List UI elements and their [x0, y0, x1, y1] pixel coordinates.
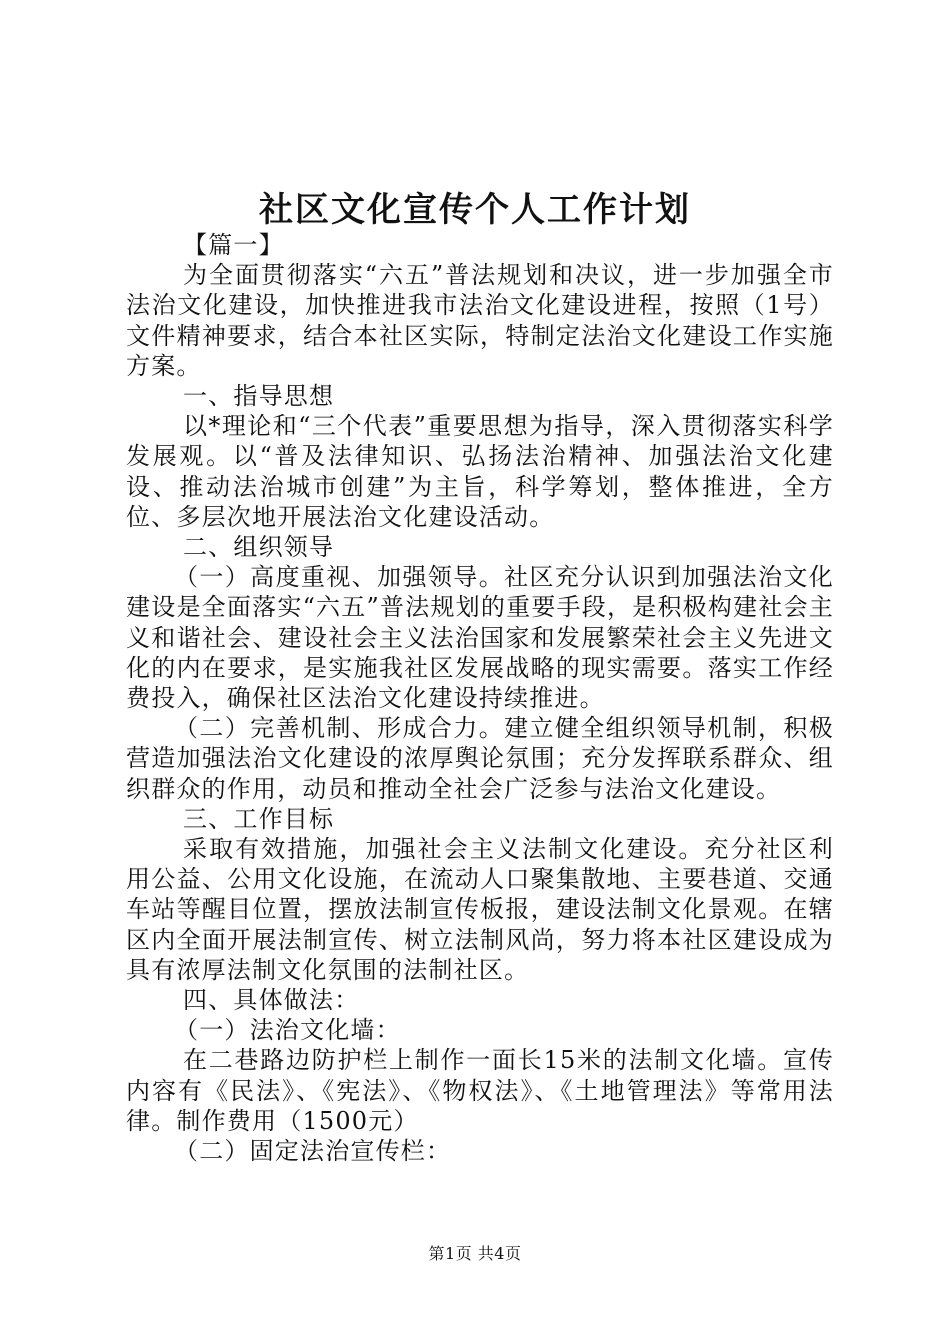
heading-work-goals: 三、工作目标	[183, 804, 335, 833]
heading-guiding-ideology: 一、指导思想	[183, 382, 335, 411]
leadership-paragraph-1: （一）高度重视、加强领导。社区充分认识到加强法治文化建设是全面落实“六五”普法规划的重要手段，是积极构建社会主义和谐社会、建设社会主义法治国家和发展繁荣社会主义先进文化的内在要求，是实施我社区发展战略的现实需要。落实工作经费投入，确保社区法治文化建设持续推进。	[126, 563, 834, 713]
guiding-ideology-paragraph: 以*理论和“三个代表”重要思想为指导，深入贯彻落实科学发展观。以“普及法律知识、弘扬法治精神、加强法治文化建设、推动法治城市创建”为主旨，科学筹划，整体推进，全方位、多层次地开展法治文化建设活动。	[126, 412, 834, 531]
culture-wall-paragraph: 在二巷路边防护栏上制作一面长15米的法制文化墙。宣传内容有《民法》、《宪法》、《物权法》、《土地管理法》等常用法律。制作费用（1500元）	[126, 1046, 834, 1135]
subheading-culture-wall: （一）法治文化墙：	[174, 1016, 401, 1045]
leadership-paragraph-2: （二）完善机制、形成合力。建立健全组织领导机制，积极营造加强法治文化建设的浓厚舆论氛围；充分发挥联系群众、组织群众的作用，动员和推动全社会广泛参与法治文化建设。	[126, 714, 834, 803]
document-body	[126, 230, 834, 1166]
subheading-bulletin-board: （二）固定法治宣传栏：	[174, 1137, 452, 1166]
heading-organization-leadership: 二、组织领导	[183, 533, 335, 562]
section-marker: 【篇一】	[183, 231, 284, 259]
work-goals-paragraph: 采取有效措施，加强社会主义法制文化建设。充分社区利用公益、公用文化设施，在流动人口聚集散地、主要巷道、交通车站等醒目位置，摆放法制宣传板报，建设法制文化景观。在辖区内全面开展法制宣传、树立法制风尚，努力将本社区建设成为具有浓厚法制文化氛围的法制社区。	[126, 835, 834, 984]
page-footer: 第1页 共4页	[428, 1244, 522, 1263]
heading-specific-methods: 四、具体做法：	[183, 986, 360, 1015]
document-title: 社区文化宣传个人工作计划	[259, 190, 691, 230]
intro-paragraph: 为全面贯彻落实“六五”普法规划和决议，进一步加强全市法治文化建设，加快推进我市法治文化建设进程，按照（1号）文件精神要求，结合本社区实际，特制定法治文化建设工作实施方案。	[126, 261, 834, 380]
